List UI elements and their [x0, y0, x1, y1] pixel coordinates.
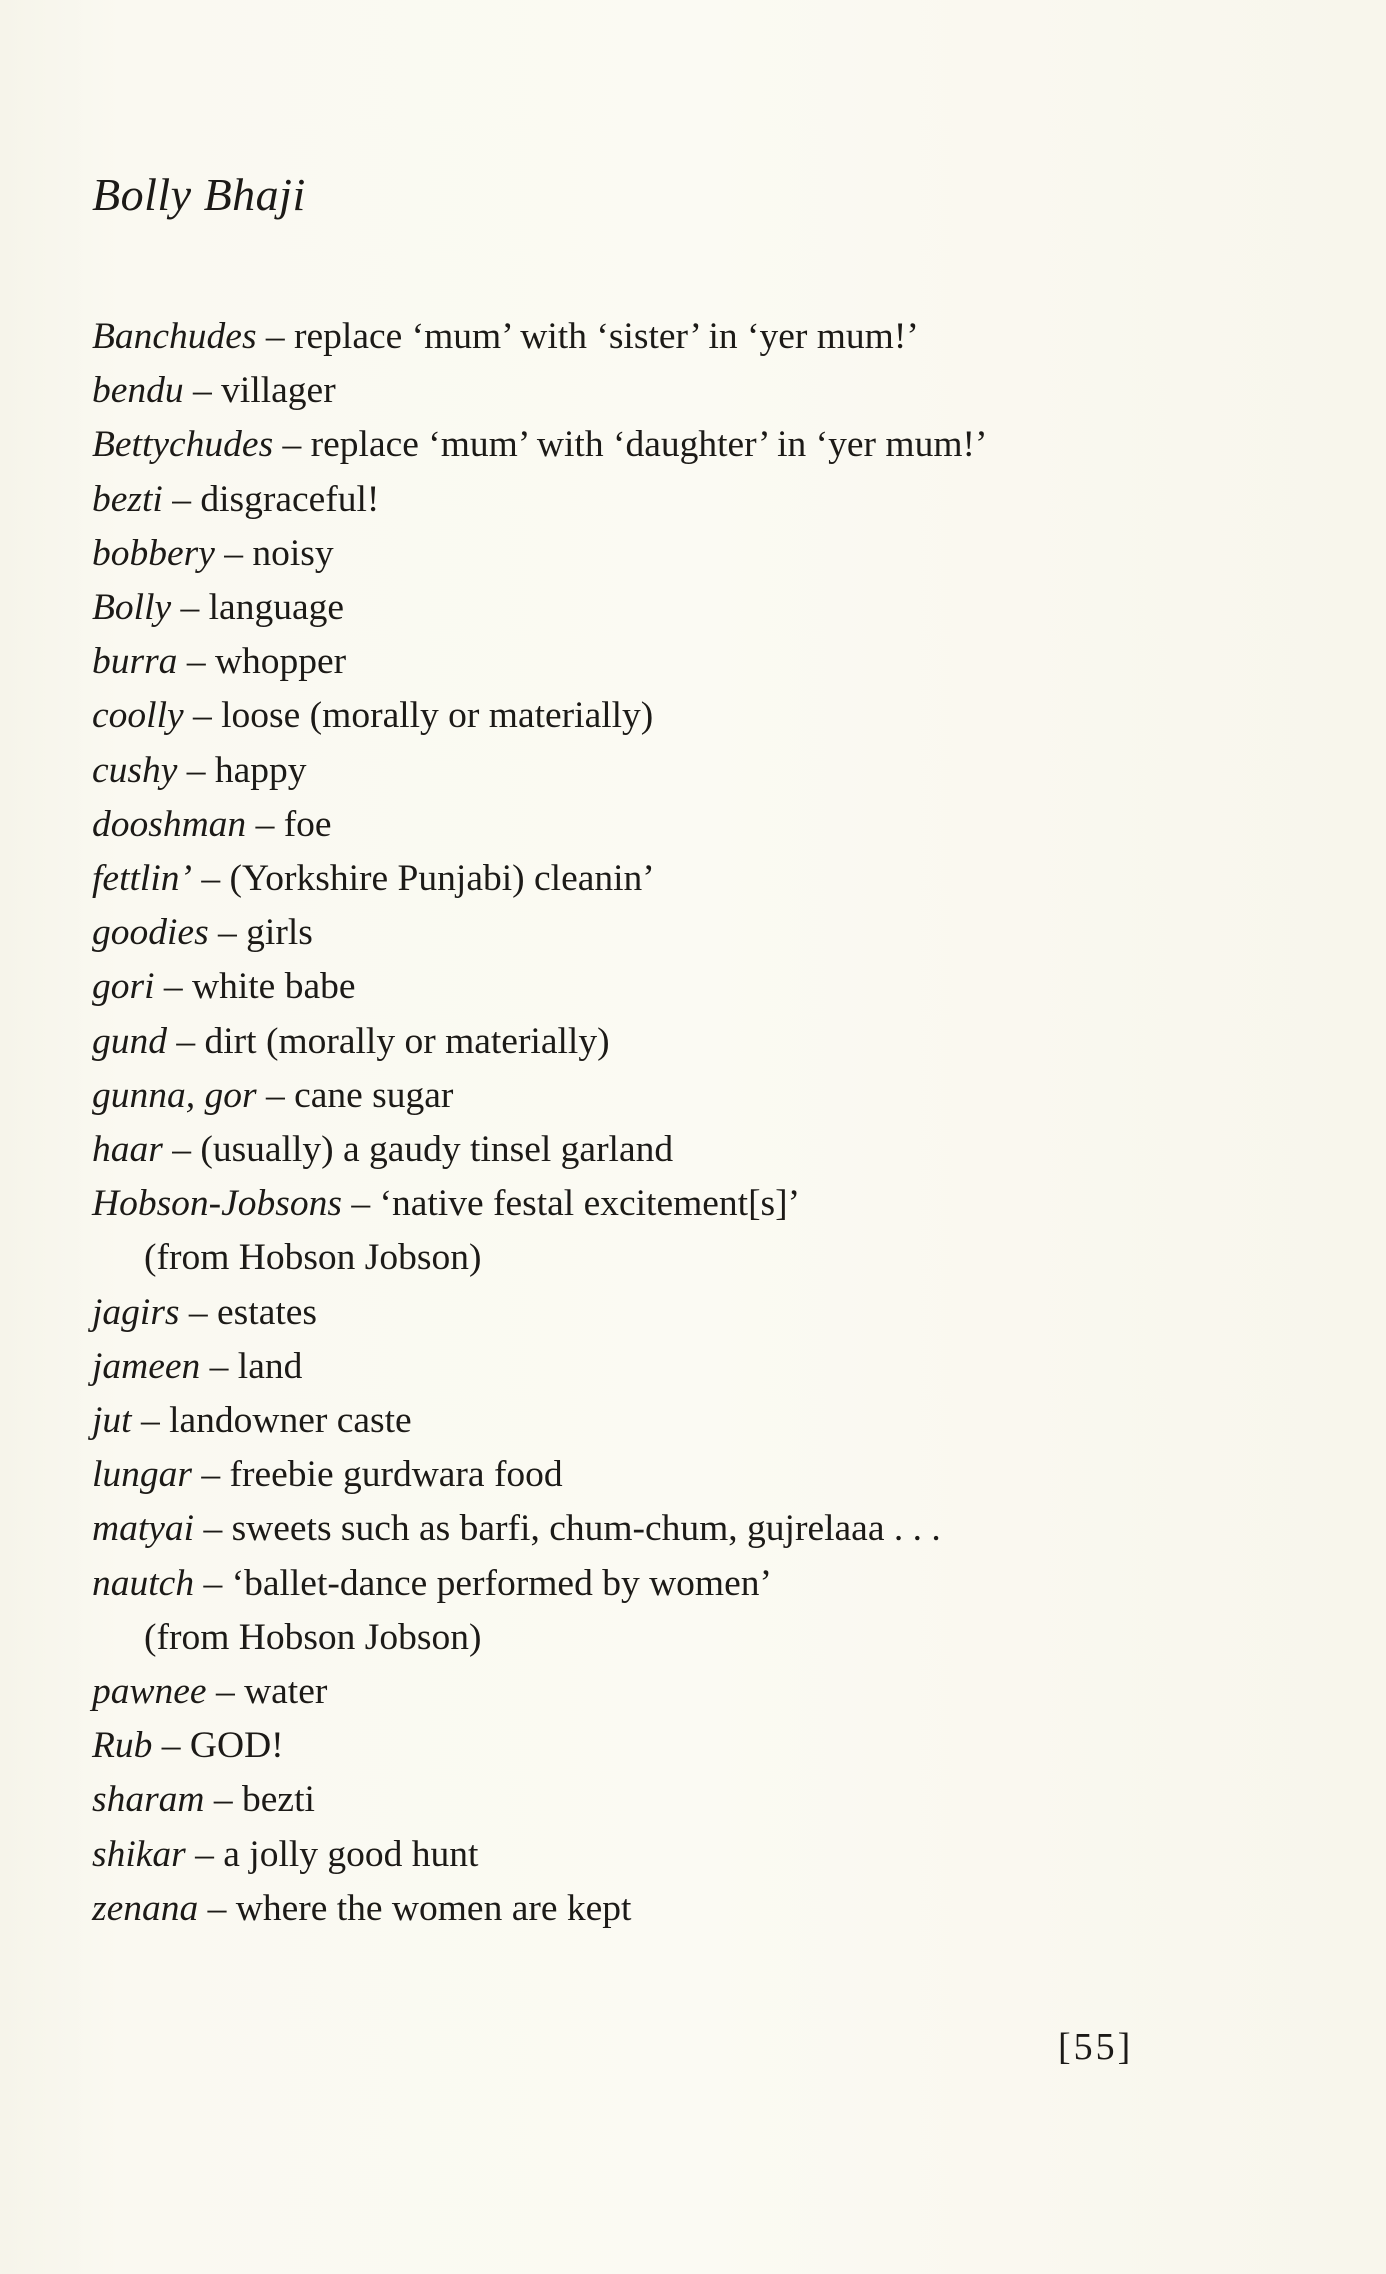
glossary-term: fettlin’: [92, 858, 192, 900]
glossary-term: gori: [92, 966, 155, 1008]
glossary-definition: – bezti: [204, 1779, 315, 1821]
glossary-term: Hobson-Jobsons: [92, 1183, 342, 1225]
glossary-entry: [92, 527, 1272, 581]
glossary-definition: – water: [206, 1671, 328, 1713]
glossary-entry: [92, 1394, 1272, 1448]
glossary-definition: – language: [171, 587, 344, 629]
glossary-entry: [92, 1502, 1272, 1556]
glossary-definition: – happy: [177, 749, 307, 791]
glossary-list: [92, 310, 1272, 1936]
glossary-definition: – sweets such as barfi, chum-chum, gujrelaaa . . .: [194, 1508, 941, 1550]
glossary-definition: – replace ‘mum’ with ‘sister’ in ‘yer mum!’: [256, 316, 919, 357]
glossary-definition: – ‘ballet-dance performed by women’: [194, 1562, 772, 1604]
glossary-term: bobbery: [92, 532, 215, 574]
glossary-entry: [92, 1123, 1272, 1177]
glossary-entry: [92, 635, 1272, 689]
glossary-definition: – whopper: [177, 641, 347, 683]
glossary-entry: [92, 364, 1272, 418]
glossary-entry: [92, 1015, 1272, 1069]
glossary-entry: [92, 689, 1272, 743]
glossary-term: dooshman: [92, 803, 247, 845]
glossary-term: coolly: [92, 695, 184, 737]
glossary-definition: – landowner caste: [131, 1400, 412, 1442]
glossary-term: sharam: [92, 1779, 205, 1821]
page-number: [55]: [1058, 2026, 1134, 2068]
glossary-entry: [92, 1773, 1272, 1827]
glossary-term: haar: [92, 1129, 163, 1171]
glossary-definition: – ‘native festal excitement[s]’: [342, 1183, 801, 1225]
page-title: Bolly Bhaji: [92, 169, 306, 220]
glossary-definition: – villager: [183, 370, 336, 412]
glossary-term: matyai: [92, 1508, 195, 1550]
glossary-definition: – white babe: [154, 966, 356, 1008]
glossary-term: gund: [92, 1020, 167, 1062]
glossary-definition: – replace ‘mum’ with ‘daughter’ in ‘yer mum!’: [273, 424, 988, 466]
glossary-entry: [92, 581, 1272, 635]
glossary-definition: – girls: [208, 912, 313, 954]
glossary-term: bezti: [92, 478, 163, 520]
glossary-definition: – estates: [179, 1291, 317, 1333]
glossary-definition: – (Yorkshire Punjabi) cleanin’: [191, 858, 655, 900]
glossary-term: burra: [92, 641, 178, 683]
glossary-entry: [92, 1828, 1272, 1882]
glossary-definition: – where the women are kept: [198, 1887, 632, 1929]
glossary-definition: – dirt (morally or materially): [167, 1020, 610, 1062]
glossary-term: cushy: [92, 749, 178, 791]
glossary-definition: – a jolly good hunt: [185, 1833, 479, 1875]
glossary-term: Bolly: [92, 587, 172, 629]
glossary-definition: – freebie gurdwara food: [192, 1454, 563, 1496]
glossary-definition: – cane sugar: [256, 1074, 454, 1116]
glossary-term: zenana: [92, 1887, 199, 1929]
glossary-term: Rub: [92, 1725, 153, 1767]
glossary-definition: – loose (morally or materially): [183, 695, 654, 737]
glossary-term: lungar: [92, 1454, 193, 1496]
glossary-definition: – GOD!: [152, 1725, 284, 1767]
glossary-entry: [92, 310, 1272, 364]
glossary-entry: [92, 1340, 1272, 1394]
glossary-source-note: (from Hobson Jobson): [144, 1616, 482, 1658]
glossary-definition: – disgraceful!: [162, 478, 380, 520]
glossary-entry: [92, 1069, 1272, 1123]
glossary-entry: [92, 1448, 1272, 1502]
glossary-term: Banchudes: [92, 316, 257, 357]
glossary-entry: [92, 852, 1272, 906]
glossary-definition: – (usually) a gaudy tinsel garland: [162, 1129, 674, 1171]
glossary-term: nautch: [92, 1562, 195, 1604]
glossary-entry: [92, 1882, 1272, 1936]
glossary-definition: – noisy: [214, 532, 334, 574]
glossary-entry: [92, 473, 1272, 527]
glossary-term: jut: [92, 1400, 132, 1442]
glossary-term: shikar: [92, 1833, 186, 1875]
glossary-term: jameen: [92, 1345, 201, 1387]
glossary-source-note: (from Hobson Jobson): [144, 1237, 482, 1279]
glossary-entry: [92, 906, 1272, 960]
glossary-definition: – foe: [246, 803, 332, 845]
glossary-entry: [92, 1719, 1272, 1773]
glossary-entry: [92, 798, 1272, 852]
glossary-entry: [92, 960, 1272, 1014]
glossary-entry: [92, 1177, 1272, 1285]
glossary-entry: [92, 1665, 1272, 1719]
glossary-term: gunna, gor: [92, 1074, 257, 1116]
glossary-entry: [92, 744, 1272, 798]
glossary-term: pawnee: [92, 1671, 207, 1713]
glossary-entry: [92, 1286, 1272, 1340]
glossary-term: Bettychudes: [92, 424, 274, 466]
glossary-term: bendu: [92, 370, 184, 412]
glossary-term: goodies: [92, 912, 209, 954]
glossary-term: jagirs: [92, 1291, 180, 1333]
glossary-entry: [92, 418, 1272, 472]
glossary-entry: [92, 1557, 1272, 1665]
glossary-definition: – land: [200, 1345, 303, 1387]
